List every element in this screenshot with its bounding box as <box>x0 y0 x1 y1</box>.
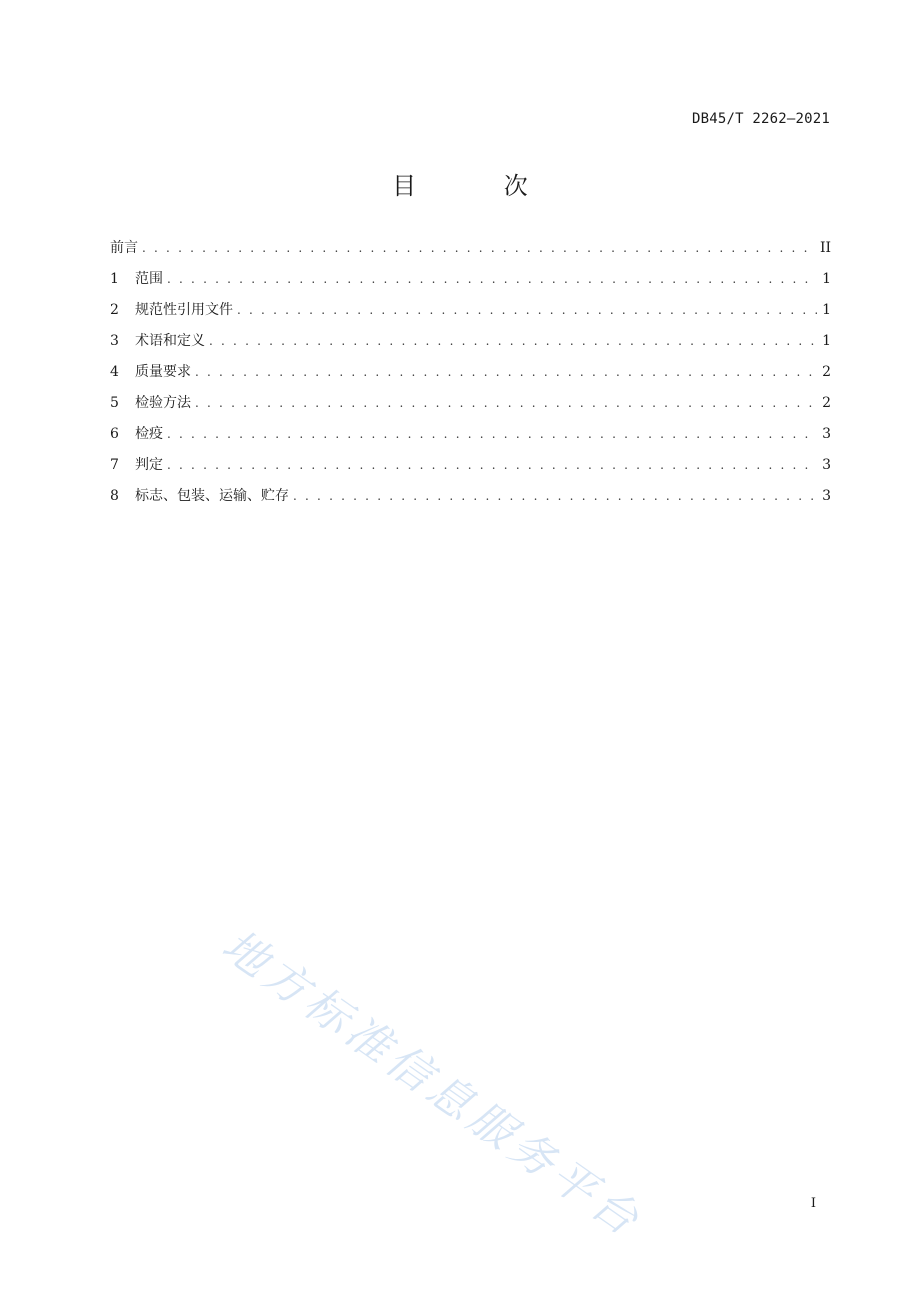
toc-entry-quarantine[interactable] <box>110 419 831 450</box>
toc-dot-leader <box>167 419 817 450</box>
toc-entry-label: 前言 <box>110 240 138 256</box>
page-number: I <box>810 1196 816 1211</box>
table-of-contents <box>110 233 831 512</box>
toc-title: 目 次 <box>392 172 568 201</box>
toc-entry-number: 8 <box>110 488 119 504</box>
toc-entry-label: 判定 <box>135 457 163 473</box>
toc-entry-number: 5 <box>110 395 119 411</box>
toc-entry-label: 标志、包装、运输、贮存 <box>135 488 289 504</box>
toc-entry-number: 4 <box>110 364 119 380</box>
toc-entry-number: 2 <box>110 302 119 318</box>
toc-entry-page: 3 <box>822 426 831 442</box>
toc-entry-page: 2 <box>822 395 831 411</box>
toc-entry-foreword[interactable] <box>110 233 831 264</box>
toc-entry-number: 1 <box>110 271 119 287</box>
toc-dot-leader <box>167 450 817 481</box>
toc-dot-leader <box>167 264 817 295</box>
toc-entry-page: 1 <box>822 271 831 287</box>
toc-entry-test-methods[interactable] <box>110 388 831 419</box>
toc-dot-leader <box>209 326 817 357</box>
toc-entry-number: 7 <box>110 457 119 473</box>
watermark: 地方标准信息服务平台 <box>212 919 652 1249</box>
toc-entry-label: 术语和定义 <box>135 333 205 349</box>
toc-entry-label: 规范性引用文件 <box>135 302 233 318</box>
toc-entry-scope[interactable] <box>110 264 831 295</box>
toc-entry-normative-references[interactable] <box>110 295 831 326</box>
toc-entry-label: 检疫 <box>135 426 163 442</box>
toc-dot-leader <box>195 388 817 419</box>
toc-entry-number: 3 <box>110 333 119 349</box>
toc-entry-quality-requirements[interactable] <box>110 357 831 388</box>
toc-entry-page: 1 <box>822 302 831 318</box>
toc-entry-marking-packaging-transport-storage[interactable] <box>110 481 831 512</box>
toc-entry-page: 3 <box>822 488 831 504</box>
toc-entry-page: 3 <box>822 457 831 473</box>
toc-dot-leader <box>293 481 817 512</box>
toc-entry-terms-definitions[interactable] <box>110 326 831 357</box>
toc-entry-label: 质量要求 <box>135 364 191 380</box>
toc-dot-leader <box>195 357 817 388</box>
toc-dot-leader <box>237 295 817 326</box>
toc-entry-page: II <box>819 240 831 256</box>
toc-dot-leader <box>142 233 816 264</box>
toc-entry-label: 检验方法 <box>135 395 191 411</box>
toc-entry-judgment[interactable] <box>110 450 831 481</box>
toc-entry-number: 6 <box>110 426 119 442</box>
document-code: DB45/T 2262—2021 <box>691 111 830 127</box>
toc-entry-page: 1 <box>822 333 831 349</box>
toc-entry-page: 2 <box>822 364 831 380</box>
toc-entry-label: 范围 <box>135 271 163 287</box>
